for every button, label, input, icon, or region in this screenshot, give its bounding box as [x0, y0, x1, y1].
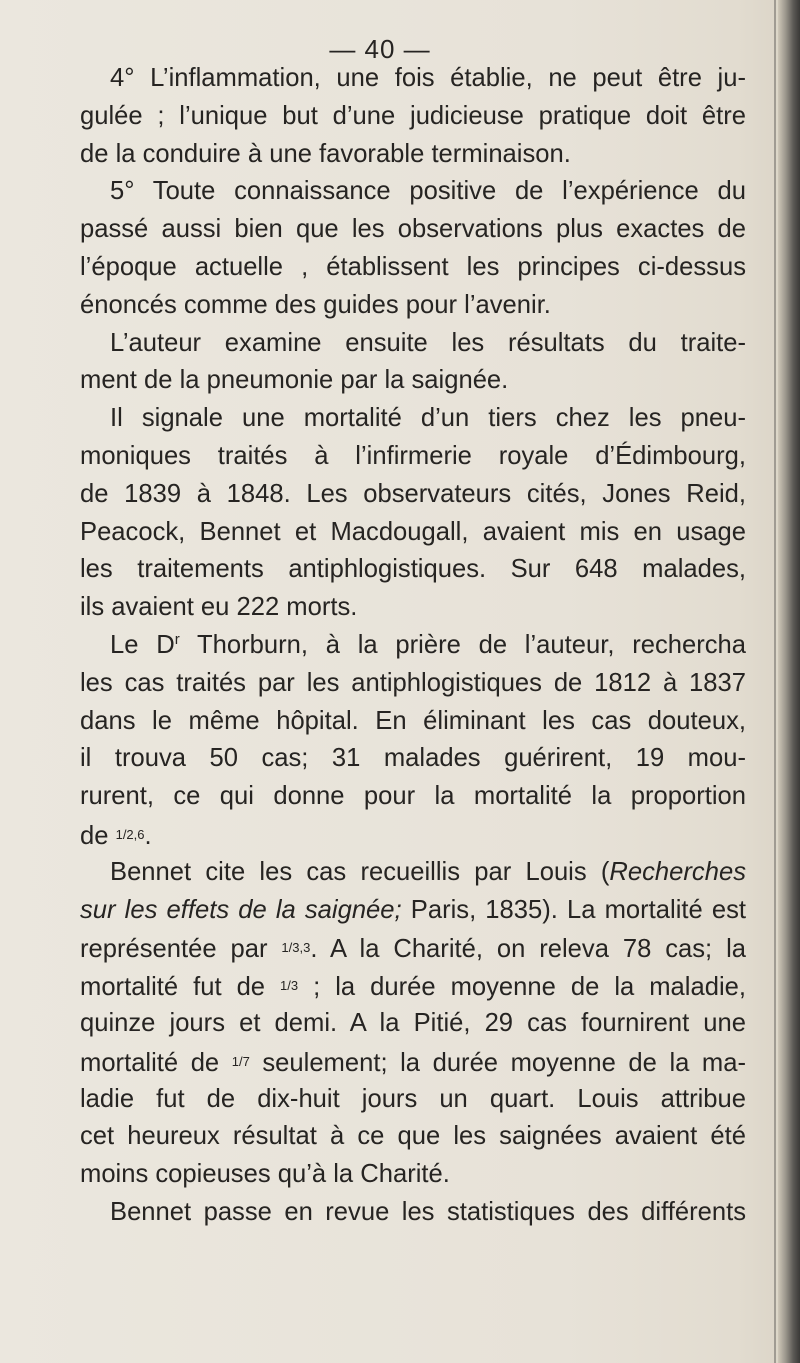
fraction: 1/3,3 — [281, 940, 311, 956]
text-line: Il signale une mortalité d’un tiers chez les pneu- — [110, 404, 746, 433]
text-line: mortalité fut de 1/3 ; la durée moyenne de la maladie, — [80, 973, 746, 1002]
text-line: l’époque actuelle , établissent les principes ci-dessus — [80, 252, 746, 281]
text-line: Bennet passe en revue les statistiques des différents — [110, 1197, 746, 1226]
text-line: ment de la pneumonie par la saignée. — [80, 366, 509, 395]
text-line: 5° Toute connaissance positive de l’expérience du — [110, 177, 746, 206]
text-line: ladie fut de dix-huit jours un quart. Louis attribue — [80, 1084, 746, 1113]
text-line: représentée par 1/3,3. A la Charité, on releva 78 cas; la — [80, 935, 746, 964]
text-line: moins copieuses qu’à la Charité. — [80, 1160, 450, 1189]
text-line: il trouva 50 cas; 31 malades guérirent, 19 mou- — [80, 744, 746, 773]
text-line: les cas traités par les antiphlogistiques de 1812 à 1837 — [80, 668, 746, 697]
text-line: énoncés comme des guides pour l’avenir. — [80, 290, 551, 319]
text-line: mortalité de 1/7 seulement; la durée moyenne de la ma- — [80, 1048, 746, 1077]
text-line: sur les effets de la saignée; Paris, 1835). La mortalité est — [80, 895, 746, 924]
text-line: 4° L’inflammation, une fois établie, ne peut être ju- — [110, 64, 746, 92]
text-line: de 1/2,6. — [80, 821, 152, 850]
text-line: rurent, ce qui donne pour la mortalité la proportion — [80, 782, 746, 811]
text-line: gulée ; l’unique but d’une judicieuse pratique doit être — [80, 101, 746, 130]
text-line: les traitements antiphlogistiques. Sur 648 malades, — [80, 555, 746, 584]
text-line: Le $D^r$ Thorburn, à la prière de l’auteur, rechercha — [110, 630, 747, 659]
page-edge-line — [774, 0, 776, 1363]
text-line: cet heureux résultat à ce que les saignées avaient été — [80, 1122, 746, 1151]
text-line: passé aussi bien que les observations plus exactes de — [80, 215, 746, 244]
text-line: L’auteur examine ensuite les résultats du traite- — [110, 328, 746, 357]
fraction: 1/2,6 — [115, 826, 145, 842]
italic-title: sur les effets de la saignée; — [80, 895, 402, 924]
text-line: Bennet cite les cas recueillis par Louis (Recherches — [110, 857, 746, 886]
text-line: dans le même hôpital. En éliminant les cas douteux, — [80, 706, 746, 735]
text-line: moniques traités à l’infirmerie royale d’Édimbourg, — [80, 441, 746, 470]
superscript: r — [174, 630, 180, 648]
page-edge-shadow — [778, 0, 800, 1363]
text-line: de 1839 à 1848. Les observateurs cités, Jones Reid, — [80, 479, 746, 508]
body-text — [80, 60, 746, 1232]
fraction: 1/3 — [280, 978, 299, 994]
text-line: de la conduire à une favorable terminaison. — [80, 139, 571, 168]
page-number: — 40 — — [329, 34, 431, 64]
text-line: quinze jours et demi. A la Pitié, 29 cas fournirent une — [80, 1008, 746, 1037]
italic-title: Recherches — [609, 857, 746, 886]
fraction: 1/7 — [231, 1053, 250, 1069]
text-line: ils avaient eu 222 morts. — [80, 593, 358, 622]
text-line: Peacock, Bennet et Macdougall, avaient mis en usage — [80, 517, 746, 546]
